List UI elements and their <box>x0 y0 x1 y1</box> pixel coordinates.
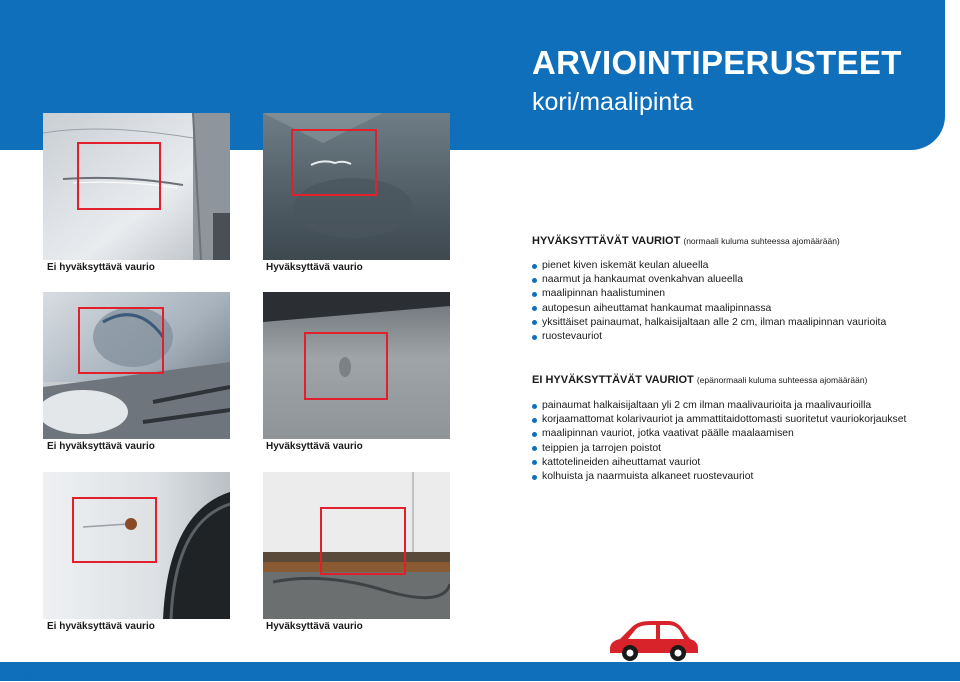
footer-band <box>0 662 960 681</box>
photo-caption: Hyväksyttävä vaurio <box>266 441 363 452</box>
page-number-right: 7 <box>930 668 937 682</box>
unacceptable-note: (epänormaali kuluma suhteessa ajomäärään) <box>696 375 868 385</box>
photo-caption: Ei hyväksyttävä vaurio <box>47 262 155 273</box>
bullet-icon <box>532 264 537 269</box>
bullet-icon <box>532 335 537 340</box>
unacceptable-heading-text: EI HYVÄKSYTTÄVÄT VAURIOT <box>532 374 694 386</box>
damage-marker <box>72 497 157 563</box>
acceptable-heading-text: HYVÄKSYTTÄVÄT VAURIOT <box>532 235 681 247</box>
page-subtitle: kori/maalipinta <box>532 88 694 116</box>
damage-marker <box>78 307 164 374</box>
damage-marker <box>77 142 161 210</box>
list-item: naarmut ja hankaumat ovenkahvan alueella <box>532 273 886 287</box>
bullet-icon <box>532 404 537 409</box>
photo-caption: Ei hyväksyttävä vaurio <box>47 441 155 452</box>
page-title: ARVIOINTIPERUSTEET <box>532 44 902 81</box>
acceptable-note: (normaali kuluma suhteessa ajomäärään) <box>683 236 840 246</box>
list-item: pienet kiven iskemät keulan alueella <box>532 259 886 273</box>
bullet-icon <box>532 475 537 480</box>
list-item: yksittäiset painaumat, halkaisijaltaan alle 2 cm, ilman maalipinnan vaurioita <box>532 316 886 330</box>
bullet-icon <box>532 320 537 325</box>
photo-caption: Hyväksyttävä vaurio <box>266 621 363 632</box>
list-item: korjaamattomat kolarivauriot ja ammattitaidottomasti suoritetut vauriokorjaukset <box>532 413 906 427</box>
damage-marker <box>291 129 377 196</box>
bullet-icon <box>532 432 537 437</box>
bullet-icon <box>532 460 537 465</box>
unacceptable-heading <box>532 374 867 386</box>
photo-caption: Hyväksyttävä vaurio <box>266 262 363 273</box>
bullet-icon <box>532 306 537 311</box>
list-item: kolhuista ja naarmuista alkaneet ruostevauriot <box>532 470 906 484</box>
list-item: maalipinnan vauriot, jotka vaativat päälle maalaamisen <box>532 427 906 441</box>
acceptable-list <box>532 259 886 344</box>
bullet-icon <box>532 418 537 423</box>
list-item: painaumat halkaisijaltaan yli 2 cm ilman maalivaurioita ja maalivaurioilla <box>532 399 906 413</box>
list-item: teippien ja tarrojen poistot <box>532 442 906 456</box>
list-item: ruostevauriot <box>532 330 886 344</box>
acceptable-heading <box>532 235 840 247</box>
list-item: kattotelineiden aiheuttamat vauriot <box>532 456 906 470</box>
photo-caption: Ei hyväksyttävä vaurio <box>47 621 155 632</box>
damage-marker <box>304 332 388 400</box>
damage-marker <box>320 507 406 575</box>
unacceptable-list <box>532 399 906 484</box>
list-item: maalipinnan haalistuminen <box>532 287 886 301</box>
list-item: autopesun aiheuttamat hankaumat maalipinnassa <box>532 302 886 316</box>
page-number-left: 6 <box>26 668 33 682</box>
bullet-icon <box>532 292 537 297</box>
bullet-icon <box>532 446 537 451</box>
bullet-icon <box>532 278 537 283</box>
car-icon <box>606 617 700 663</box>
